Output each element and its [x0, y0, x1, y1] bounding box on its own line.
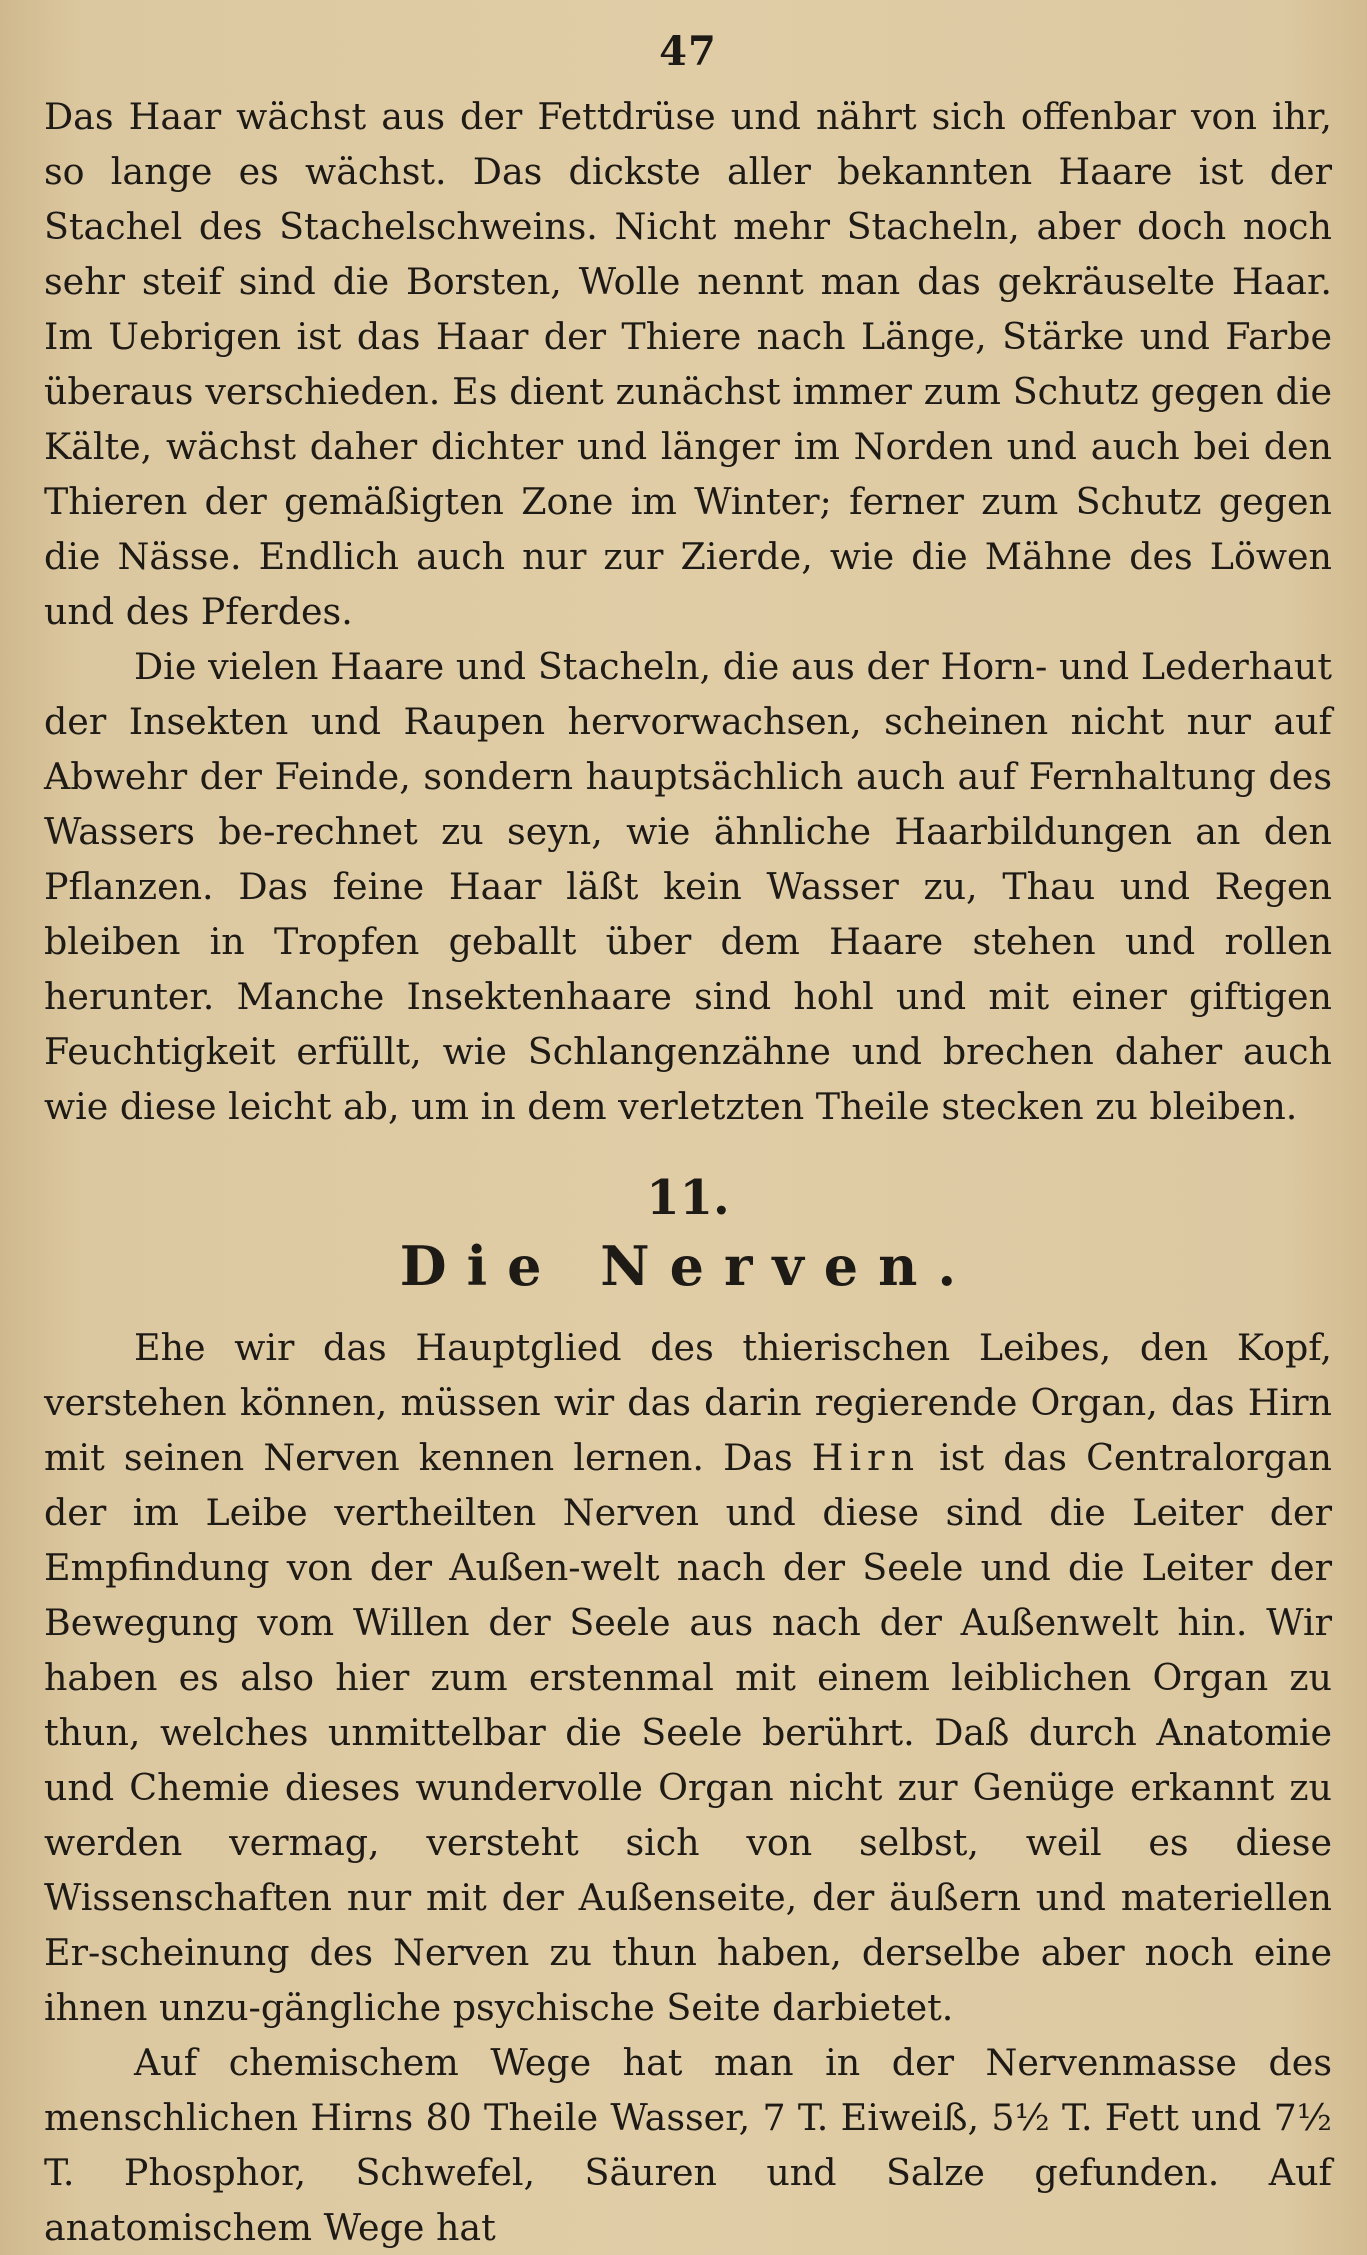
book-page — [44, 24, 1332, 2255]
paragraph-text: Ehe wir das Hauptglied des thierischen Leibes, den Kopf, verstehen können, müssen wir das darin regierende Organ, das Hirn mit seinen Nerven kennen lernen. Das — [44, 1326, 1332, 1479]
page-number: 47 — [659, 28, 717, 75]
paragraph-text: ist das Centralorgan der im Leibe vertheilten Nerven und diese sind die Leiter der Empfindung von der Außen-welt nach der Seele und die Leiter der Bewegung vom Willen der Seele aus nach der Außenwelt hin. Wir haben es also hier zum erstenmal mit einem leiblichen Organ zu thun, welches unmittelbar die Seele berührt. Daß durch Anatomie und Chemie dieses wundervolle Organ nicht zur Genüge erkannt zu werden vermag, versteht sich von selbst, weil es diese Wissenschaften nur mit der Außenseite, der äußern und materiellen Er-scheinung des Nerven zu thun haben, derselbe aber noch eine ihnen unzu-gängliche psychische Seite darbietet. — [44, 1436, 1332, 2029]
paragraph-insect-hair: Die vielen Haare und Stacheln, die aus der Horn- und Lederhaut der Insekten und Raupen hervorwachsen, scheinen nicht nur auf Abwehr der Feinde, sondern hauptsächlich auch auf Fernhaltung des Wassers be-rechnet zu seyn, wie ähnliche Haarbildungen an den Pflanzen. Das feine Haar läßt kein Wasser zu, Thau und Regen bleiben in Tropfen geballt über dem Haare stehen und rollen herunter. Manche Insektenhaare sind hohl und mit einer giftigen Feuchtigkeit erfüllt, wie Schlangenzähne und brechen daher auch wie diese leicht ab, um in dem verletzten Theile stecken zu bleiben. — [44, 645, 1332, 1128]
paragraph-hair-growth: Das Haar wächst aus der Fettdrüse und nährt sich offenbar von ihr, so lange es wächst. Das dickste aller bekannten Haare ist der Stachel des Stachelschweins. Nicht mehr Stacheln, aber doch noch sehr steif sind die Borsten, Wolle nennt man das gekräuselte Haar. Im Uebrigen ist das Haar der Thiere nach Länge, Stärke und Farbe überaus verschieden. Es dient zunächst immer zum Schutz gegen die Kälte, wächst daher dichter und länger im Norden und auch bei den Thieren der gemäßigten Zone im Winter; ferner zum Schutz gegen die Nässe. Endlich auch nur zur Zierde, wie die Mähne des Löwen und des Pferdes. — [44, 95, 1332, 633]
paragraph-nerve-chemistry: Auf chemischem Wege hat man in der Nervenmasse des menschlichen Hirns 80 Theile Wasser, 7 T. Eiweiß, 5½ T. Fett und 7½ T. Phosphor, Schwefel, Säuren und Salze gefunden. Auf anatomischem Wege hat — [44, 2041, 1332, 2249]
section-title: Die Nerven. — [399, 1234, 977, 1298]
emphasized-word: Hirn — [811, 1436, 921, 1479]
paragraph-nerves-intro — [44, 1320, 1332, 2035]
section-number: 11. — [646, 1170, 730, 1226]
